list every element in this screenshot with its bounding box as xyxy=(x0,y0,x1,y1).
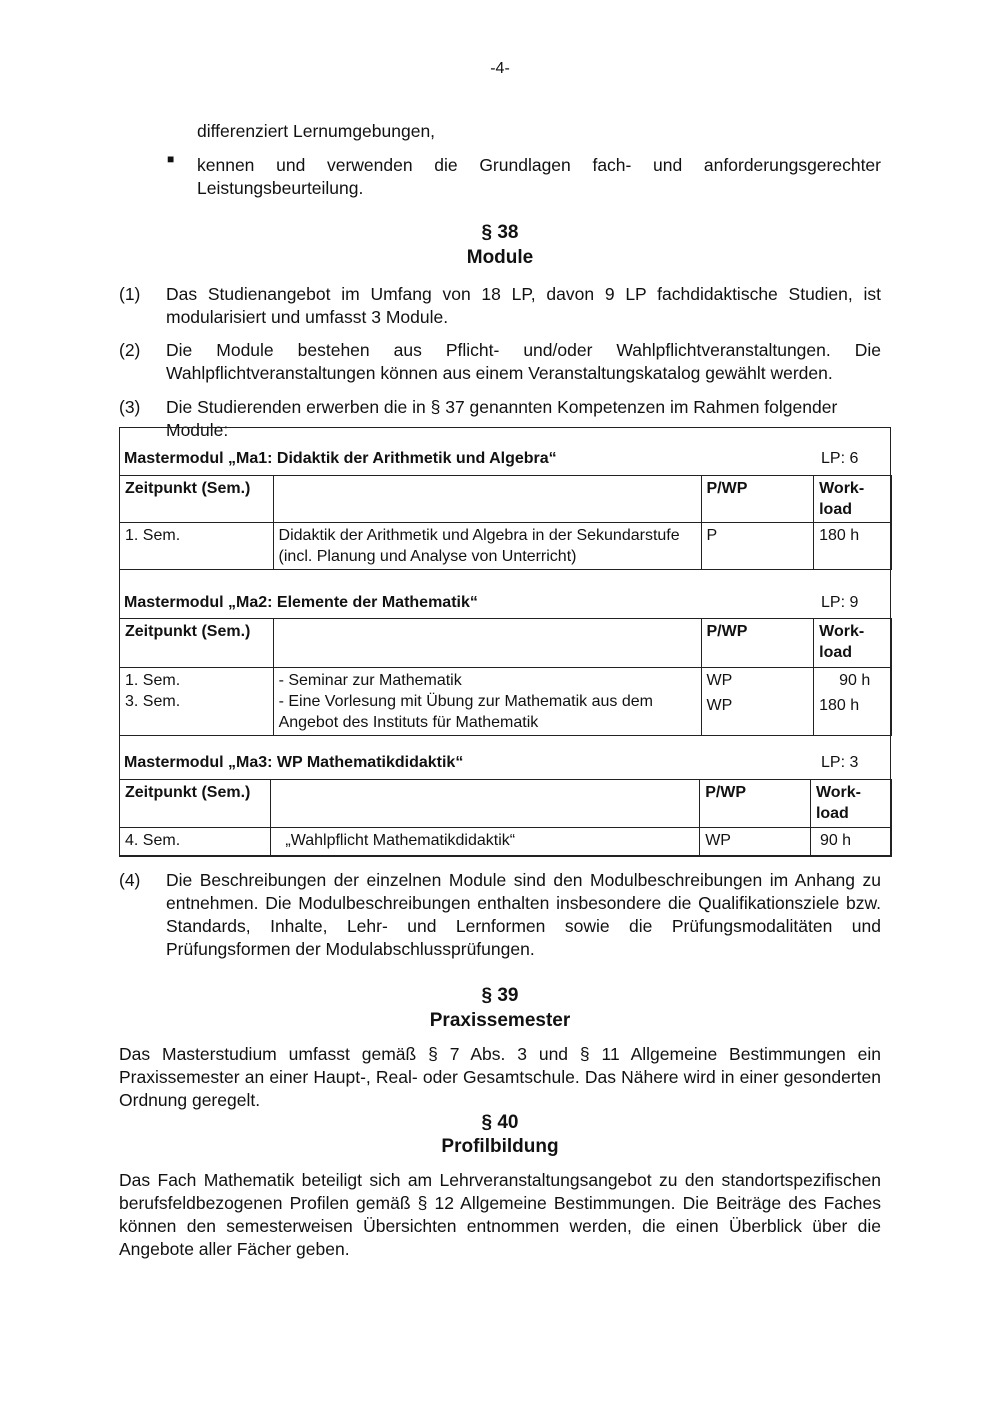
header-pwp: P/WP xyxy=(701,476,814,523)
header-workload: Work-load xyxy=(810,780,891,828)
cell-semester: 1. Sem. xyxy=(120,523,274,570)
bullet-text-line2: Leistungsbeurteilung. xyxy=(197,178,364,198)
cell-workload xyxy=(814,668,892,736)
module-3-table xyxy=(119,779,892,857)
section-39-title: Praxissemester xyxy=(429,1010,571,1031)
para-4-text: Die Beschreibungen der einzelnen Module sind den Modulbeschreibungen im Anhang zu entnehmen. Die Modulbeschreibungen enthalten insbesondere die Qualifikationsziele bzw. Standards, Inhalte, Lehr- und Lernformen sowie die Prüfungsmodalitäten und Prüfungsformen der Modulabschlussprüfungen. xyxy=(166,870,881,959)
para-3-text: Die Studierenden erwerben die in § 37 genannten Kompetenzen im Rahmen folgender Module: xyxy=(166,397,838,440)
cell-semester: 4. Sem. xyxy=(120,828,271,857)
table-row xyxy=(120,668,892,736)
header-description xyxy=(273,619,701,668)
module-2-title: Mastermodul „Ma2: Elemente der Mathematik“ xyxy=(124,594,478,611)
header-zeitpunkt: Zeitpunkt (Sem.) xyxy=(120,619,274,668)
module-3-title: Mastermodul „Ma3: WP Mathematikdidaktik“ xyxy=(124,754,464,771)
header-zeitpunkt: Zeitpunkt (Sem.) xyxy=(120,476,274,523)
header-description xyxy=(273,476,701,523)
cell-description xyxy=(273,668,701,736)
table-header-row xyxy=(120,619,892,668)
bullet-text-line1: kennen und verwenden die Grundlagen fach- und anforderungsgerechter xyxy=(197,155,881,175)
para-2-text: Die Module bestehen aus Pflicht- und/oder Wahlpflichtveranstaltungen. Die Wahlpflichtveranstaltungen können aus einem Veranstaltungskatalog gewählt werden. xyxy=(166,340,881,383)
section-39-text: Das Masterstudium umfasst gemäß § 7 Abs. 3 und § 11 Allgemeine Bestimmungen ein Praxissemester an einer Haupt-, Real- oder Gesamtschule. Das Nähere wird in einer gesonderten Ordnung geregelt. xyxy=(119,1044,881,1110)
table-row xyxy=(120,523,892,570)
cell-pwp xyxy=(701,668,814,736)
module-1-title: Mastermodul „Ma1: Didaktik der Arithmetik und Algebra“ xyxy=(124,450,557,467)
para-4-number: (4) xyxy=(119,870,141,890)
module-2-lp: LP: 9 xyxy=(821,594,859,611)
para-1-number: (1) xyxy=(119,284,141,304)
cell-semester-line: 3. Sem. xyxy=(125,693,181,710)
cell-pwp-line: WP xyxy=(706,672,733,689)
header-pwp: P/WP xyxy=(701,619,814,668)
section-40-number: § 40 xyxy=(481,1112,519,1133)
para-3-number: (3) xyxy=(119,397,141,417)
cell-workload-line: 180 h xyxy=(819,697,860,714)
section-38-number: § 38 xyxy=(481,222,519,243)
bullet-icon: ■ xyxy=(167,152,175,166)
cell-pwp-line: WP xyxy=(706,697,733,714)
cell-description-line: - Seminar zur Mathematik xyxy=(278,672,462,689)
module-3-lp: LP: 3 xyxy=(821,754,859,771)
header-workload: Work-load xyxy=(814,619,892,668)
table-header-row xyxy=(120,780,892,828)
intro-line: differenziert Lernumgebungen, xyxy=(197,121,436,141)
header-pwp: P/WP xyxy=(700,780,811,828)
para-2-number: (2) xyxy=(119,340,141,360)
table-row xyxy=(120,828,892,857)
header-zeitpunkt: Zeitpunkt (Sem.) xyxy=(120,780,271,828)
cell-pwp: P xyxy=(701,523,814,570)
cell-workload: 90 h xyxy=(810,828,891,857)
section-40-title: Profilbildung xyxy=(441,1136,559,1157)
table-header-row xyxy=(120,476,892,523)
section-39-number: § 39 xyxy=(481,985,519,1006)
cell-semester xyxy=(120,668,274,736)
module-2-table xyxy=(119,618,892,736)
para-1-text: Das Studienangebot im Umfang von 18 LP, davon 9 LP fachdidaktische Studien, ist modularisiert und umfasst 3 Module. xyxy=(166,284,881,327)
cell-pwp: WP xyxy=(700,828,811,857)
module-1-table xyxy=(119,475,892,570)
cell-description: Didaktik der Arithmetik und Algebra in der Sekundarstufe (incl. Planung und Analyse von Unterricht) xyxy=(273,523,701,570)
page-number: -4- xyxy=(490,60,510,77)
header-workload: Work-load xyxy=(814,476,892,523)
cell-workload-line: 90 h xyxy=(839,672,871,689)
module-1-lp: LP: 6 xyxy=(821,450,859,467)
cell-semester-line: 1. Sem. xyxy=(125,672,181,689)
section-38-title: Module xyxy=(466,247,534,268)
cell-workload: 180 h xyxy=(814,523,892,570)
cell-description-line: - Eine Vorlesung mit Übung zur Mathematik aus dem Angebot des Instituts für Mathematik xyxy=(278,693,653,731)
cell-description: „Wahlpflicht Mathematikdidaktik“ xyxy=(271,828,700,857)
section-40-text: Das Fach Mathematik beteiligt sich am Lehrveranstaltungsangebot zu den standortspezifischen berufsfeldbezogenen Profilen gemäß § 12 Allgemeine Bestimmungen. Die Beiträge des Faches können den semesterweisen Übersichten entnommen werden, die einen Überblick über die Angebote aller Fächer geben. xyxy=(119,1170,881,1259)
header-description xyxy=(271,780,700,828)
